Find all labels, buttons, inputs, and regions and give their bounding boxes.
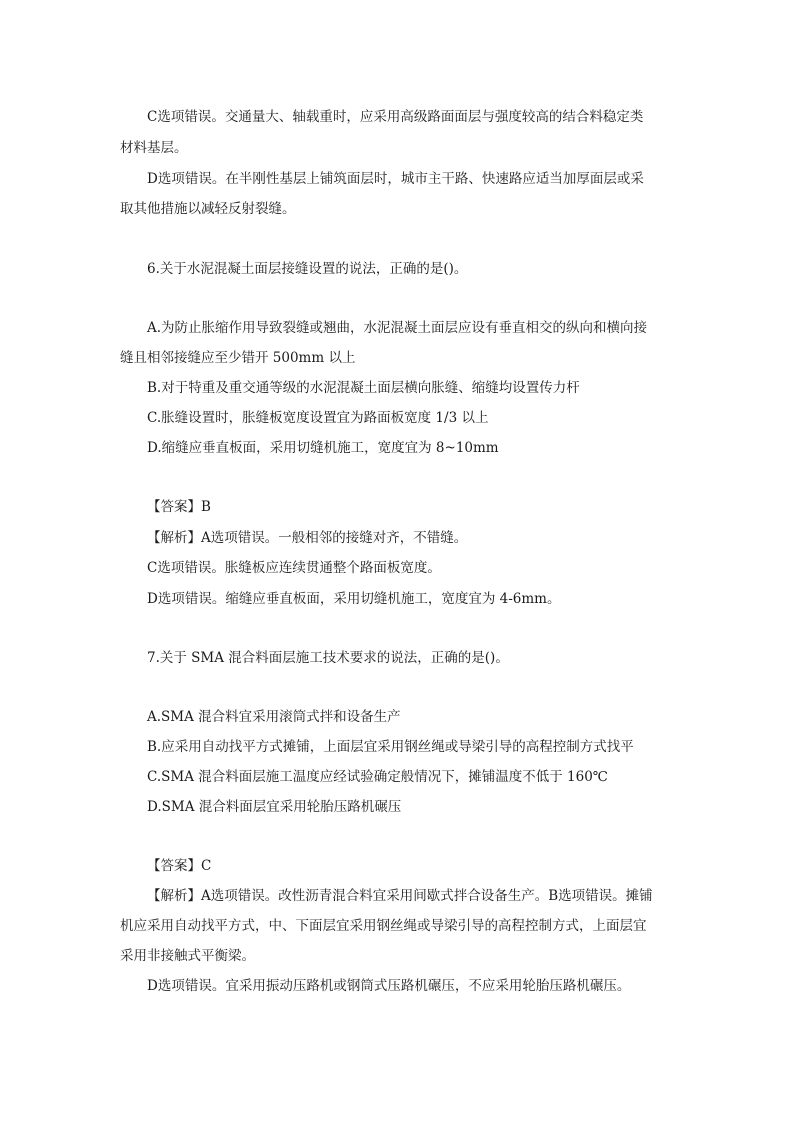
- q7-analysis-line1: 【解析】A选项错误。改性沥青混合料宜采用间歇式拌合设备生产。B选项错误。摊铺: [147, 888, 653, 904]
- q7-option-b: B.应采用自动找平方式摊铺，上面层宜采用钢丝绳或导梁引导的高程控制方式找平: [147, 739, 634, 755]
- prev-analysis-d-line2: 取其他措施以减轻反射裂缝。: [120, 201, 296, 217]
- q7-option-d: D.SMA 混合料面层宜采用轮胎压路机碾压: [147, 799, 402, 815]
- q7-option-c: C.SMA 混合料面层施工温度应经试验确定般情况下，摊铺温度不低于 160℃: [147, 769, 608, 785]
- q7-stem: 7.关于 SMA 混合料面层施工技术要求的说法，正确的是()。: [147, 650, 509, 666]
- q6-option-c: C.胀缝设置时，胀缝板宽度设置宜为路面板宽度 1/3 以上: [147, 410, 489, 426]
- q6-option-b: B.对于特重及重交通等级的水泥混凝土面层横向胀缝、缩缝均设置传力杆: [147, 380, 580, 396]
- prev-analysis-d-line1: D选项错误。在半刚性基层上铺筑面层时，城市主干路、快速路应适当加厚面层或采: [147, 171, 644, 187]
- prev-analysis-c-line2: 材料基层。: [120, 140, 188, 156]
- q6-stem: 6.关于水泥混凝土面层接缝设置的说法，正确的是()。: [147, 261, 468, 277]
- q6-option-a-line1: A.为防止胀缩作用导致裂缝或翘曲，水泥混凝土面层应设有垂直相交的纵向和横向接: [147, 320, 648, 336]
- q6-analysis-line2: C选项错误。胀缝板应连续贯通整个路面板宽度。: [147, 560, 441, 576]
- q7-option-a: A.SMA 混合料宜采用滚筒式拌和设备生产: [147, 709, 401, 725]
- q6-analysis-line1: 【解析】A选项错误。一般相邻的接缝对齐，不错缝。: [147, 530, 468, 546]
- q6-option-a-line2: 缝且相邻接缝应至少错开 500mm 以上: [120, 350, 356, 366]
- q6-answer: 【答案】B: [147, 499, 211, 515]
- q6-analysis-line3: D选项错误。缩缝应垂直板面，采用切缝机施工，宽度宜为 4-6mm。: [147, 591, 561, 607]
- q7-analysis-line2: 机应采用自动找平方式，中、下面层宜采用钢丝绳或导梁引导的高程控制方式，上面层宜: [120, 918, 647, 934]
- q6-option-d: D.缩缝应垂直板面，采用切缝机施工，宽度宜为 8~10mm: [147, 440, 499, 456]
- q7-analysis-line4: D选项错误。宜采用振动压路机或钢筒式压路机碾压，不应采用轮胎压路机碾压。: [147, 978, 631, 994]
- q7-answer: 【答案】C: [147, 858, 212, 874]
- prev-analysis-c-line1: C选项错误。交通量大、轴载重时，应采用高级路面面层与强度较高的结合料稳定类: [147, 109, 644, 125]
- q7-analysis-line3: 采用非接触式平衡梁。: [120, 948, 255, 964]
